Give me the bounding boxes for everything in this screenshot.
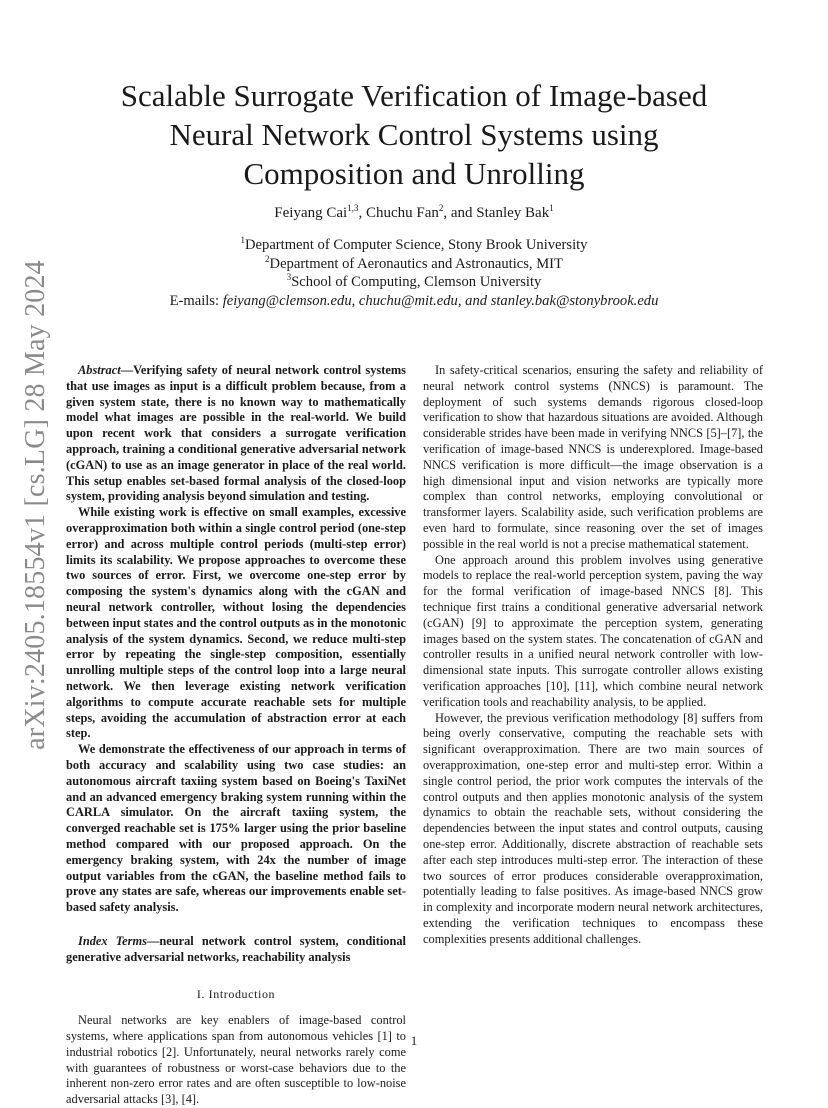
emails-label: E-mails: [169,292,223,309]
intro-paragraph: Neural networks are key enablers of image-based control systems, where applications span from autonomous vehicles [1] to industrial robotics [2]. Unfortunately, neural networks rarely come with guarantees of robustness or worst-case behaviors due to the inherent non-zero error rates and are often susceptible to low-noise adversarial attacks [3], [4]. [66,1013,406,1107]
abstract [66,363,406,916]
abstract-paragraph [66,363,406,505]
affiliation-line [80,255,748,274]
affil-mark: 1 [240,235,245,246]
title-line: Composition and Unrolling [243,156,585,191]
author-affil-mark: 2 [438,203,444,213]
title-line: Scalable Surrogate Verification of Image-based [120,78,708,113]
page-number: 1 [410,1033,418,1048]
index-terms-label: Index Terms [78,933,147,948]
body-paragraph: In safety-critical scenarios, ensuring the safety and reliability of neural network control systems (NNCS) is paramount. The deployment of such systems demands rigorous closed-loop verification to show that hazardous situations are avoided. Although considerable strides have been made in verifying NNCS [5]–[7], the verification of image-based NNCS is underexplored. Image-based NNCS verification is more difficult—the image observation is a high dimensional input and vision networks are typically more complex than control networks, employing convolutional or transformer layers. Scalability aside, such verification problems are even hard to formulate, since reasoning over the set of images possible in the real world is not a precise mathematical statement. [423,363,763,551]
author-name: Feiyang Cai [274,205,348,221]
affiliation-text: Department of Aeronautics and Astronautics, MIT [269,255,563,272]
author-list [80,203,748,223]
affiliation-line [80,236,748,255]
index-terms [66,934,406,966]
abstract-paragraph: We demonstrate the effectiveness of our approach in terms of both accuracy and scalability using two case studies: an autonomous aircraft taxiing system based on Boeing's TaxiNet and an advanced emergency braking system running within the CARLA simulator. On the aircraft taxiing system, the converged reachable set is 175% larger using the prior baseline method compared with our proposed approach. On the emergency braking system, with 24x the number of image output variables from the cGAN, the baseline method fails to prove any states are safe, whereas our improvements enable set-based safety analysis. [66,742,406,915]
paper-title [80,76,748,193]
abstract-paragraph: While existing work is effective on small examples, excessive overapproximation both within a single control period (one-step error) and across multiple control periods (multi-step error) limits its scalability. We propose approaches to overcome these two sources of error. First, we overcome one-step error by composing the system's dynamics along with the cGAN and neural network controller, without losing the dependencies between input states and the control outputs as in the monotonic analysis of the system dynamics. Second, we reduce multi-step error by repeating the single-step composition, essentially unrolling multiple steps of the control loop into a large neural network. We then leverage existing network verification algorithms to compute accurate reachable sets for multiple steps, avoiding the accumulation of abstraction error at each step. [66,505,406,741]
author-affil-mark: 1,3 [347,203,359,213]
affil-mark: 3 [286,272,292,283]
body-paragraph: One approach around this problem involves using generative models to replace the real-world perception system, paving the way for the formal verification of image-based NNCS [8]. This technique first trains a conditional generative adversarial network (cGAN) [9] to approximate the perception system, generating images based on the system states. The concatenation of cGAN and controller results in a unified neural network controller with low-dimensional state inputs. This surrogate controller allows existing verification approaches [10], [11], which combine neural network verification tools and reachability analysis, to be applied. [423,552,763,709]
index-terms-text: —neural network control system, conditional generative adversarial networks, reachability analysis [66,933,406,964]
title-line: Neural Network Control Systems using [169,117,659,152]
emails-line [80,292,748,311]
emails-text: feiyang@clemson.edu, chuchu@mit.edu, and stanley.bak@stonybrook.edu [222,292,659,309]
affiliation-text: School of Computing, Clemson University [291,274,542,291]
affiliation-text: Department of Computer Science, Stony Brook University [245,237,588,253]
arxiv-identifier: arXiv:2405.18554v1 [cs.LG] 28 May 2024 [20,260,52,750]
affiliation-line [80,273,748,292]
author-affil-mark: 1 [549,203,554,213]
affiliations [80,236,748,310]
abstract-text: —Verifying safety of neural network control systems that use images as input is a difficult problem because, from a given system state, there is no known way to mathematically model what images are possible in the real-world. We build upon recent work that considers a surrogate verification approach, training a conditional generative adversarial network (cGAN) to use as an image generator in place of the real world. This setup enables set-based formal analysis of the closed-loop system, providing analysis beyond simulation and testing. [66,363,406,504]
arxiv-sidebar [20,260,52,750]
right-column [423,363,763,947]
abstract-label: Abstract [78,363,121,377]
body-paragraph: However, the previous verification methodology [8] suffers from being overly conservative, computing the reachable sets with significant overapproximation. There are two main sources of overapproximation, one-step error and multi-step error. Within a single control period, the prior work computes the intervals of the control outputs and then applies monotonic analysis of the system dynamics to obtain the reachable sets, without considering the dependencies between the input states and control outputs, causing one-step error. Additionally, discrete abstraction of reachable sets after each step introduces multi-step error. The interaction of these two sources of error produces considerable overapproximation, potentially leading to false positives. As image-based NNCS grow in complexity and incorporate modern neural network architectures, extending the verification techniques to encompass these complexities presents additional challenges. [423,710,763,946]
left-column [66,363,406,1108]
affil-mark: 2 [265,253,270,264]
author-name: , Chuchu Fan [358,205,439,221]
section-heading: I. Introduction [196,987,276,1002]
author-name: , and Stanley Bak [443,205,550,221]
